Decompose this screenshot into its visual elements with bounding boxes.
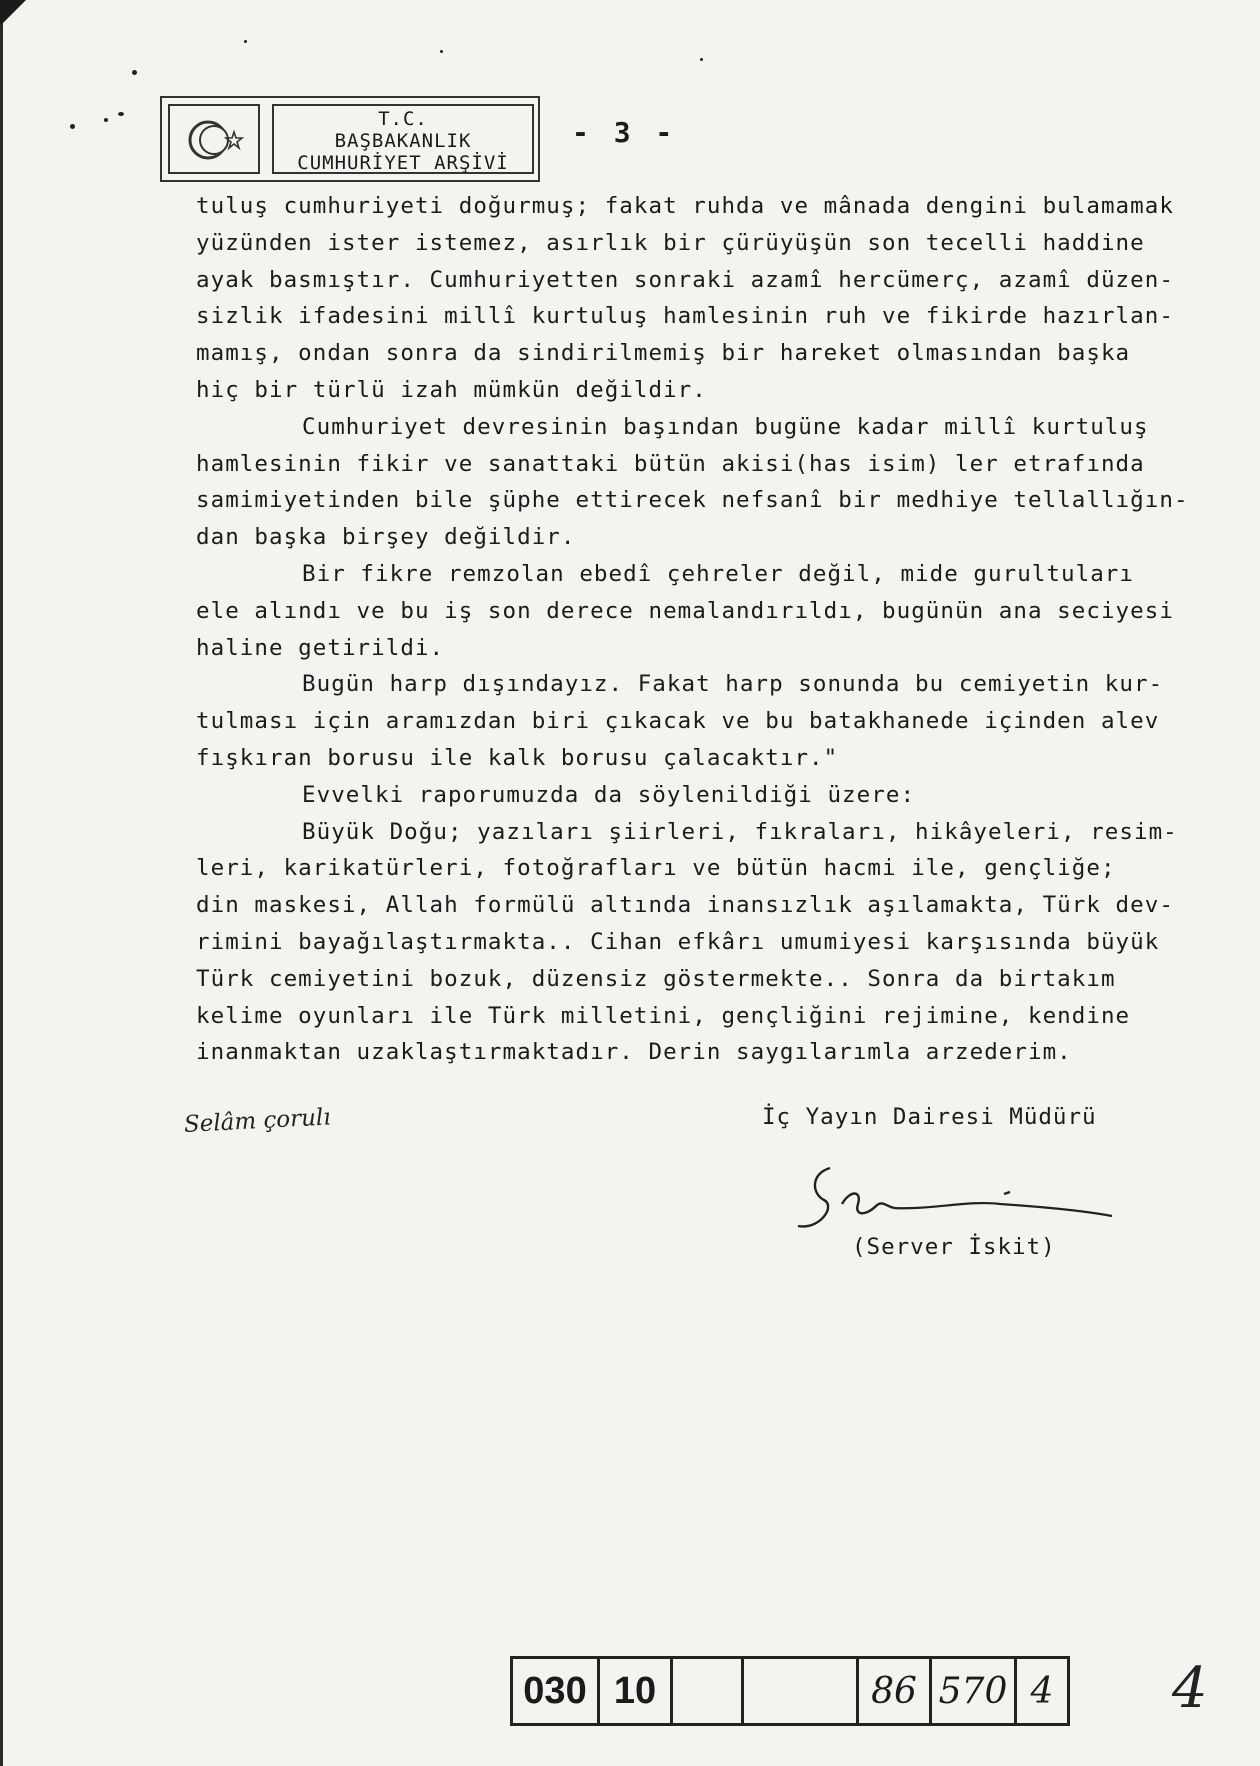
archive-code-cell: [670, 1656, 741, 1726]
stamp-text: [272, 104, 534, 174]
body-line: Türk cemiyetini bozuk, düzensiz göstermekte.. Sonra da birtakım: [196, 965, 1116, 992]
archive-stamp: [160, 96, 540, 182]
body-line: tulması için aramızdan biri çıkacak ve bu batakhanede içinden alev: [196, 708, 1160, 735]
body-line: ele alındı ve bu iş son derece nemalandırıldı, bugünün ana seciyesi: [196, 597, 1174, 624]
body-line: hamlesinin fikir ve sanattaki bütün akisi(has isim) ler etrafında: [196, 450, 1145, 477]
scan-speck: [440, 50, 443, 53]
body-line: haline getirildi.: [196, 634, 445, 661]
scan-speck: [700, 58, 703, 61]
scan-speck: [70, 124, 75, 129]
body-line: mamış, ondan sonra da sindirilmemiş bir hareket olmasından başka: [196, 340, 1131, 367]
body-line: sizlik ifadesini millî kurtuluş hamlesinin ruh ve fikirde hazırlan-: [196, 303, 1174, 330]
body-line: hiç bir türlü izah mümkün değildir.: [196, 376, 707, 403]
body-line: rimini bayağılaştırmakta.. Cihan efkârı umumiyesi karşısında büyük: [196, 928, 1160, 955]
stamp-line-2: BAŞBAKANLIK: [334, 130, 472, 152]
body-line: dan başka birşey değildir.: [196, 524, 576, 551]
handwritten-page-mark: 4: [1172, 1656, 1208, 1721]
signatory-name: (Server İskit): [852, 1234, 1056, 1260]
archive-code-cell: [741, 1656, 856, 1726]
body-line: din maskesi, Allah formülü altında inansızlık aşılamakta, Türk dev-: [196, 892, 1174, 919]
archive-code-cell: 030: [510, 1656, 597, 1726]
body-line: Büyük Doğu; yazıları şiirleri, fıkraları, hikâyeleri, resim-: [302, 818, 1178, 845]
body-line: fışkıran borusu ile kalk borusu çalacaktır.": [196, 744, 839, 771]
body-line: inanmaktan uzaklaştırmaktadır. Derin saygılarımla arzederim.: [196, 1039, 1072, 1066]
signature-title: İç Yayın Dairesi Müdürü: [762, 1104, 1097, 1130]
scan-speck: [118, 112, 124, 116]
body-line: leri, karikatürleri, fotoğrafları ve bütün hacmi ile, gençliğe;: [196, 855, 1116, 882]
body-line: kelime oyunları ile Türk milletini, gençliğini rejimine, kendine: [196, 1002, 1131, 1029]
crescent-star-icon: [184, 116, 248, 164]
body-line: samimiyetinden bile şüphe ettirecek nefsanî bir medhiye tellallığın-: [196, 487, 1189, 514]
archive-code-cell: 570: [929, 1656, 1014, 1726]
letter-body: [196, 188, 1236, 1071]
body-line: ayak basmıştır. Cumhuriyetten sonraki azamî hercümerç, azamî düzen-: [196, 266, 1174, 293]
body-line: tuluş cumhuriyeti doğurmuş; fakat ruhda ve mânada dengini bulamamak: [196, 193, 1174, 219]
scan-speck: [104, 118, 108, 122]
handwritten-note: Selâm çorulı: [183, 1104, 332, 1138]
body-line: Bir fikre remzolan ebedî çehreler değil, mide gurultuları: [302, 560, 1134, 587]
scan-speck: [244, 40, 247, 43]
scan-speck: [132, 70, 137, 75]
archive-code-cell: 10: [597, 1656, 670, 1726]
corner-fold: [0, 0, 26, 26]
body-line: Cumhuriyet devresinin başından bugüne kadar millî kurtuluş: [302, 413, 1149, 440]
archive-code-cell: 86: [856, 1656, 929, 1726]
page-number: - 3 -: [572, 116, 677, 149]
stamp-logo-box: [168, 104, 260, 174]
stamp-line-3: CUMHURİYET ARŞİVİ: [297, 152, 509, 174]
handwritten-signature: [790, 1160, 1120, 1240]
archive-code: [510, 1656, 1070, 1726]
body-line: Bugün harp dışındayız. Fakat harp sonunda bu cemiyetin kur-: [302, 671, 1164, 698]
stamp-line-1: T.C.: [378, 108, 428, 130]
body-line: yüzünden ister istemez, asırlık bir çürüyüşün son tecelli haddine: [196, 229, 1145, 256]
body-line: Evvelki raporumuzda da söylenildiği üzere:: [302, 781, 916, 808]
archive-code-cell: 4: [1014, 1656, 1070, 1726]
